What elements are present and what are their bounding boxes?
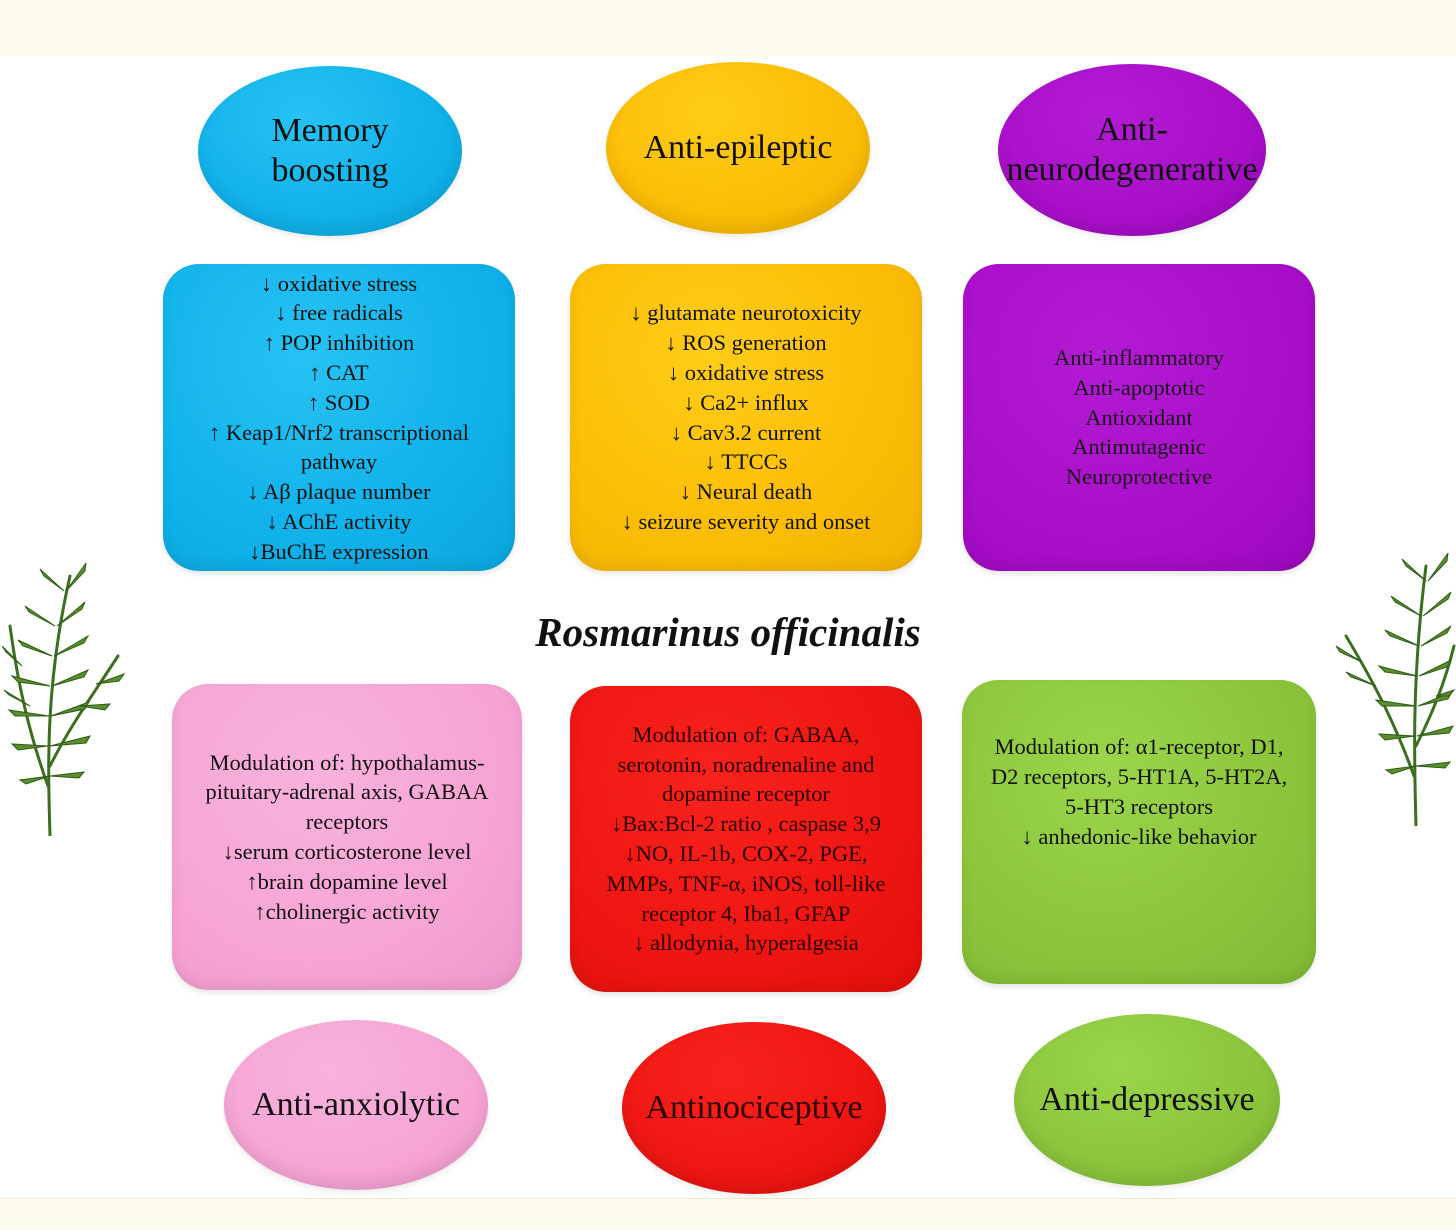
- top-band: [0, 0, 1456, 57]
- anti-anxiolytic-ellipse: [224, 1020, 488, 1190]
- anti-epileptic-ellipse: [606, 62, 870, 234]
- epileptic-effect-item: ↓ oxidative stress: [667, 359, 825, 385]
- anxiolytic-effect-item: receptors: [305, 809, 389, 835]
- antinociceptive-effect-item: dopamine receptor: [661, 781, 831, 807]
- anti-neurodegenerative-label-line-2: neurodegenerative: [1006, 151, 1258, 188]
- neuro-effect-item: Neuroprotective: [1065, 464, 1213, 490]
- anti-epileptic-label: Anti-epileptic: [643, 128, 833, 166]
- memory-effect-item: ↑ CAT: [309, 359, 369, 385]
- memory-boosting-label-line-1: Memory: [271, 111, 389, 149]
- anxiolytic-effect-item: ↑cholinergic activity: [254, 898, 440, 924]
- depressive-effect-item: ↓ anhedonic-like behavior: [1021, 823, 1257, 849]
- anti-depressive-ellipse: [1014, 1014, 1280, 1186]
- anti-depressive-label: Anti-depressive: [1039, 1080, 1255, 1118]
- memory-effect-item: ↓ AChE activity: [266, 508, 412, 534]
- epileptic-effect-item: ↓ Neural death: [679, 479, 813, 505]
- anti-neurodegenerative-ellipse: [998, 64, 1266, 236]
- anxiolytic-effect-item: ↑brain dopamine level: [246, 868, 448, 894]
- antinociceptive-effect-item: receptor 4, Iba1, GFAP: [641, 900, 851, 926]
- epileptic-effect-item: ↓ seizure severity and onset: [621, 508, 871, 534]
- anti-epileptic-effects-box: [570, 264, 922, 571]
- antinociceptive-effect-item: Modulation of: GABAA,: [632, 721, 860, 747]
- epileptic-effect-item: ↓ TTCCs: [704, 449, 788, 475]
- neuro-effect-item: Antioxidant: [1085, 404, 1193, 430]
- antinociceptive-effect-item: ↓NO, IL-1b, COX-2, PGE,: [624, 841, 868, 866]
- anti-depressive-effects-box: [962, 680, 1316, 984]
- epileptic-effect-item: ↓ Ca2+ influx: [683, 389, 809, 415]
- memory-effect-item: ↓ Aβ plaque number: [247, 479, 431, 505]
- anti-anxiolytic-effects-box: [172, 684, 522, 990]
- depressive-effect-item: Modulation of: α1-receptor, D1,: [994, 734, 1284, 760]
- antinociceptive-effect-item: MMPs, TNF-α, iNOS, toll-like: [606, 870, 886, 896]
- diagram-title: Rosmarinus officinalis: [535, 609, 921, 655]
- diagram-canvas: [0, 56, 1456, 1198]
- antinociceptive-effects-box: [570, 686, 922, 992]
- antinociceptive-label: Antinociceptive: [645, 1088, 863, 1126]
- neuro-effect-item: Anti-apoptotic: [1073, 374, 1205, 400]
- anti-neurodegenerative-effects-box: [963, 264, 1315, 571]
- epileptic-effect-item: ↓ glutamate neurotoxicity: [630, 300, 862, 326]
- neuro-effect-item: Anti-inflammatory: [1054, 345, 1224, 370]
- epileptic-effect-item: ↓ ROS generation: [665, 330, 827, 356]
- depressive-effect-item: 5-HT3 receptors: [1064, 794, 1214, 819]
- antinociceptive-effect-item: ↓Bax:Bcl-2 ratio , caspase 3,9: [611, 811, 881, 837]
- memory-effect-item: ↓ free radicals: [275, 300, 403, 326]
- memory-effect-item: ↓ oxidative stress: [260, 270, 418, 296]
- anxiolytic-effect-item: ↓serum corticosterone level: [222, 839, 472, 864]
- memory-effect-item: ↑ POP inhibition: [263, 330, 415, 356]
- rosemary-sprig-right-icon: [1326, 526, 1456, 826]
- anti-anxiolytic-label: Anti-anxiolytic: [252, 1085, 460, 1123]
- neuro-effect-item: Antimutagenic: [1072, 434, 1206, 460]
- anxiolytic-effect-item: Modulation of: hypothalamus-: [209, 749, 485, 775]
- memory-effect-item: ↓BuChE expression: [249, 538, 429, 564]
- anxiolytic-effect-item: pituitary-adrenal axis, GABAA: [205, 779, 489, 805]
- antinociceptive-effect-item: ↓ allodynia, hyperalgesia: [633, 930, 859, 956]
- memory-effect-item: ↑ SOD: [308, 389, 370, 415]
- memory-boosting-ellipse: [198, 66, 462, 236]
- memory-effect-item: pathway: [300, 449, 378, 475]
- epileptic-effect-item: ↓ Cav3.2 current: [670, 419, 822, 445]
- rosemary-sprig-left-icon: [0, 536, 130, 836]
- depressive-effect-item: D2 receptors, 5-HT1A, 5-HT2A,: [990, 764, 1288, 790]
- antinociceptive-ellipse: [622, 1022, 886, 1194]
- memory-boosting-label-line-2: boosting: [271, 152, 389, 189]
- antinociceptive-effect-item: serotonin, noradrenaline and: [617, 751, 875, 777]
- memory-boosting-effects-box: [163, 264, 515, 571]
- memory-effect-item: ↑ Keap1/Nrf2 transcriptional: [209, 419, 469, 445]
- anti-neurodegenerative-label-line-1: Anti-: [1096, 110, 1168, 148]
- bottom-band: [0, 1198, 1456, 1230]
